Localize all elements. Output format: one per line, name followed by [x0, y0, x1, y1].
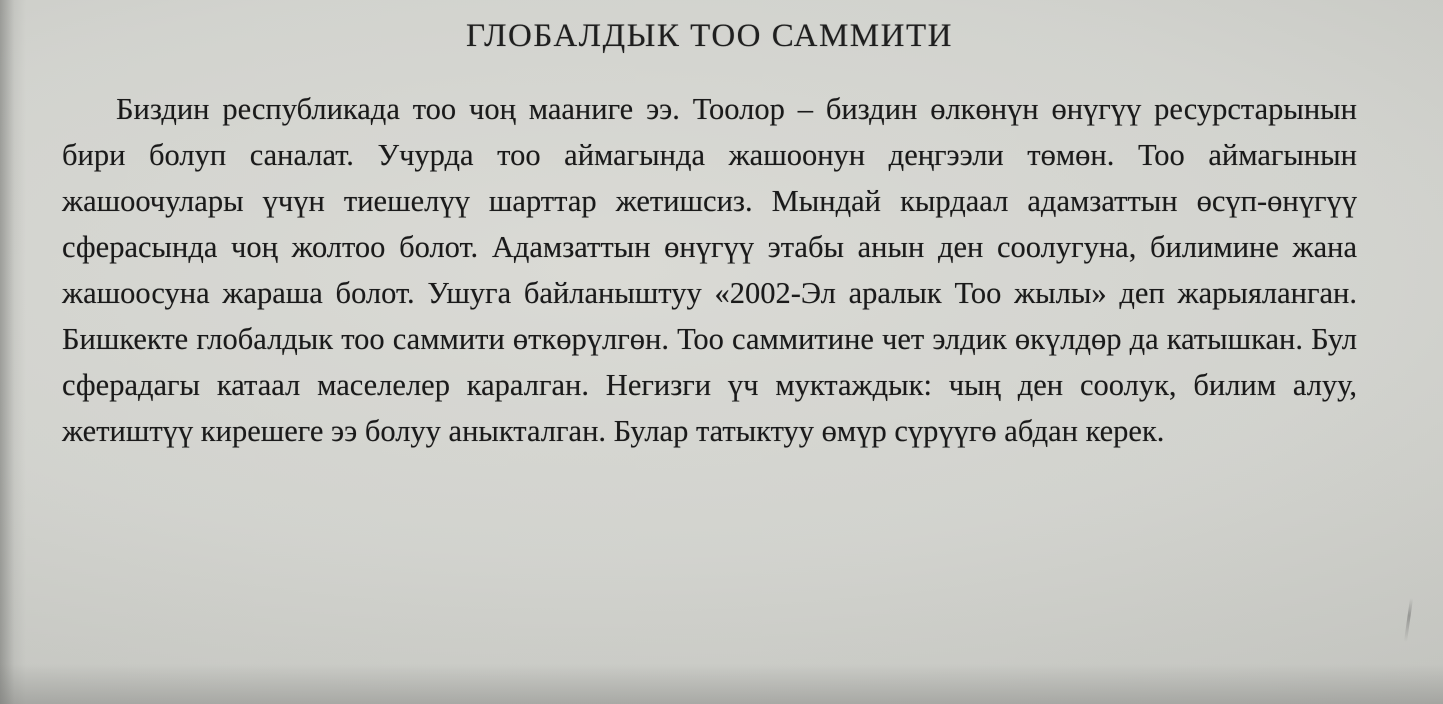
pencil-mark — [1404, 598, 1413, 642]
body-paragraph: Биздин республикада тоо чоң мааниге ээ. Тоолор – биздин өлкөнүн өнүгүү ресурстарынын бири болуп саналат. Учурда тоо аймагында жашоонун деңгээли төмөн. Тоо аймагынын жашоочулары үчүн тиешелүү шарттар жетишсиз. Мындай кырдаал адамзаттын өсүп-өнүгүү сферасында чоң жолтоо болот. Адамзаттын өнүгүү этабы анын ден соолугуна, билимине жана жашоосуна жараша болот. Ушуга байланыштуу «2002-Эл аралык Тоо жылы» деп жарыяланган. Бишкекте глобалдык тоо саммити өткөрүлгөн. Тоо саммитине чет элдик өкүлдөр да катышкан. Бул сферадагы катаал маселелер каралган. Негизги үч муктаждык: чың ден соолук, билим алуу, жетиштүү кирешеге ээ болуу аныкталган. Булар татыктуу өмүр сүрүүгө абдан керек. — [62, 91, 1357, 448]
page-title: ГЛОБАЛДЫК ТОО САММИТИ — [466, 18, 953, 54]
